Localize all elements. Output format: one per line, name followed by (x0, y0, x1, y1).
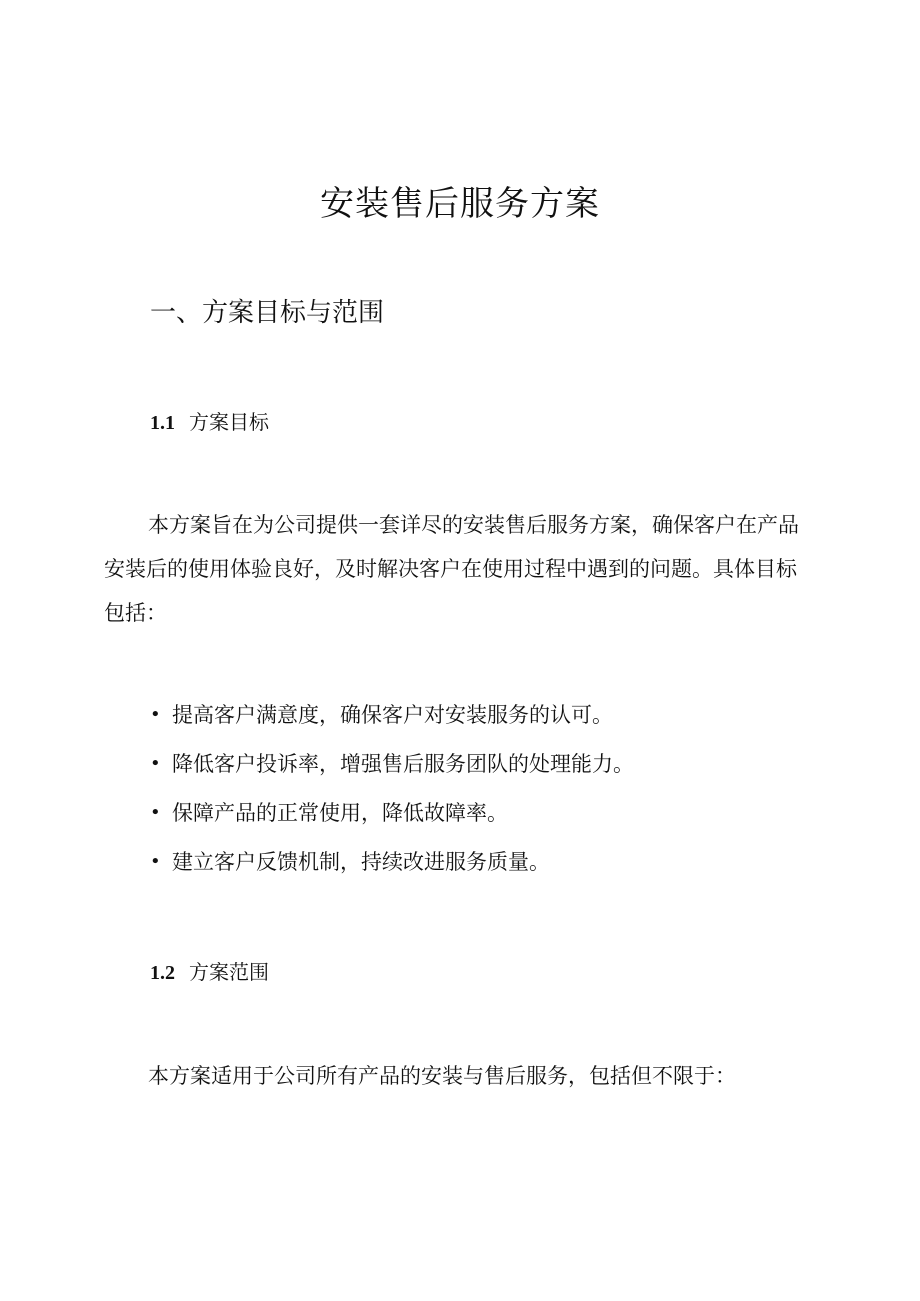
scope-paragraph: 本方案适用于公司所有产品的安装与售后服务，包括但不限于： (148, 1064, 736, 1088)
list-item-text: 提高客户满意度，确保客户对安装服务的认可。 (172, 703, 613, 727)
subsection-heading-scope (150, 956, 269, 985)
list-item (150, 840, 634, 889)
list-item (150, 742, 634, 791)
subsection-title: 方案目标 (189, 410, 269, 434)
subsection-title: 方案范围 (189, 960, 269, 984)
section-heading: 一、方案目标与范围 (150, 298, 385, 328)
list-item (150, 693, 634, 742)
bullet-icon: • (150, 851, 161, 872)
bullet-icon: • (150, 753, 161, 774)
goals-paragraph: 本方案旨在为公司提供一套详尽的安装售后服务方案，确保客户在产品安装后的使用体验良好，及时解决客户在使用过程中遇到的问题。具体目标包括： (104, 513, 799, 625)
goals-list (150, 693, 634, 889)
subsection-number: 1.1 (150, 412, 175, 434)
list-item-text: 建立客户反馈机制，持续改进服务质量。 (172, 850, 550, 874)
list-item (150, 791, 634, 840)
list-item-text: 保障产品的正常使用，降低故障率。 (172, 801, 508, 825)
bullet-icon: • (150, 704, 161, 725)
bullet-icon: • (150, 802, 161, 823)
list-item-text: 降低客户投诉率，增强售后服务团队的处理能力。 (172, 752, 634, 776)
document-title: 安装售后服务方案 (320, 184, 600, 224)
subsection-number: 1.2 (150, 962, 175, 984)
subsection-heading-goals (150, 406, 269, 435)
